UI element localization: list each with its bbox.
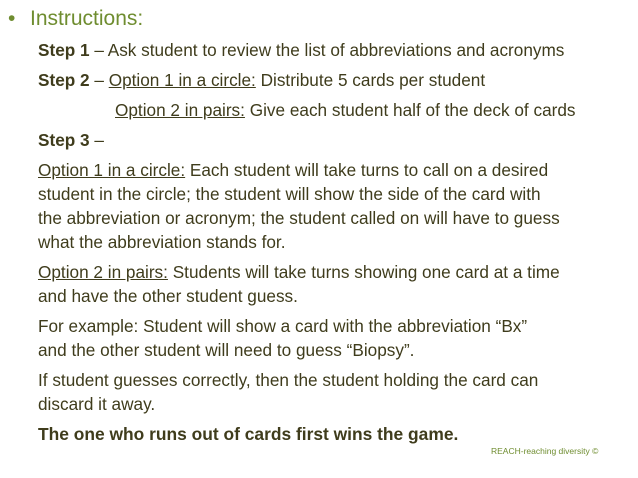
option-1-line: the abbreviation or acronym; the student called on will have to guess <box>38 208 560 228</box>
option-1-line <box>38 158 636 182</box>
step-2-option-2-label: Option 2 in pairs: <box>115 100 245 120</box>
option-1-line: student in the circle; the student will show the side of the card with <box>38 184 541 204</box>
discard-line: discard it away. <box>38 394 156 414</box>
example-paragraph <box>38 314 636 362</box>
step-2-option-2-text: Give each student half of the deck of cards <box>244 100 576 120</box>
option-2-line <box>38 260 636 284</box>
step-2-line <box>38 68 636 92</box>
closing-statement: The one who runs out of cards first wins the game. <box>38 424 459 444</box>
step-1-line <box>38 38 636 62</box>
step-1-label: Step 1 <box>38 40 90 60</box>
option-1-label: Option 1 in a circle: <box>38 160 186 180</box>
option-1-line: what the abbreviation stands for. <box>38 232 286 252</box>
option-1-paragraph <box>38 158 636 254</box>
step-2-option-1-text: Distribute 5 cards per student <box>255 70 486 90</box>
discard-line: If student guesses correctly, then the student holding the card can <box>38 370 539 390</box>
title-text: Instructions: <box>30 7 144 30</box>
option-2-paragraph <box>38 260 636 308</box>
step-1-text: – Ask student to review the list of abbreviations and acronyms <box>89 40 565 60</box>
option-1-text: Each student will take turns to call on a desired <box>185 160 549 180</box>
step-2-label: Step 2 <box>38 70 90 90</box>
step-3-label: Step 3 <box>38 130 90 150</box>
step-2-option-2-line <box>38 98 636 122</box>
step-3-dash: – <box>89 130 104 150</box>
example-line: and the other student will need to guess “Biopsy”. <box>38 340 415 360</box>
slide-title <box>8 6 143 32</box>
option-2-text: Students will take turns showing one card at a time <box>167 262 560 282</box>
step-2-option-1-label: Option 1 in a circle: <box>108 70 256 90</box>
bullet-icon: • <box>8 7 16 30</box>
option-2-line: and have the other student guess. <box>38 286 298 306</box>
instructions-body <box>38 38 636 446</box>
option-2-label: Option 2 in pairs: <box>38 262 168 282</box>
discard-paragraph <box>38 368 636 416</box>
example-line: For example: Student will show a card with the abbreviation “Bx” <box>38 316 528 336</box>
copyright-footer: REACH-reaching diversity © <box>491 446 599 456</box>
step-3-line <box>38 128 636 152</box>
step-2-dash: – <box>89 70 109 90</box>
